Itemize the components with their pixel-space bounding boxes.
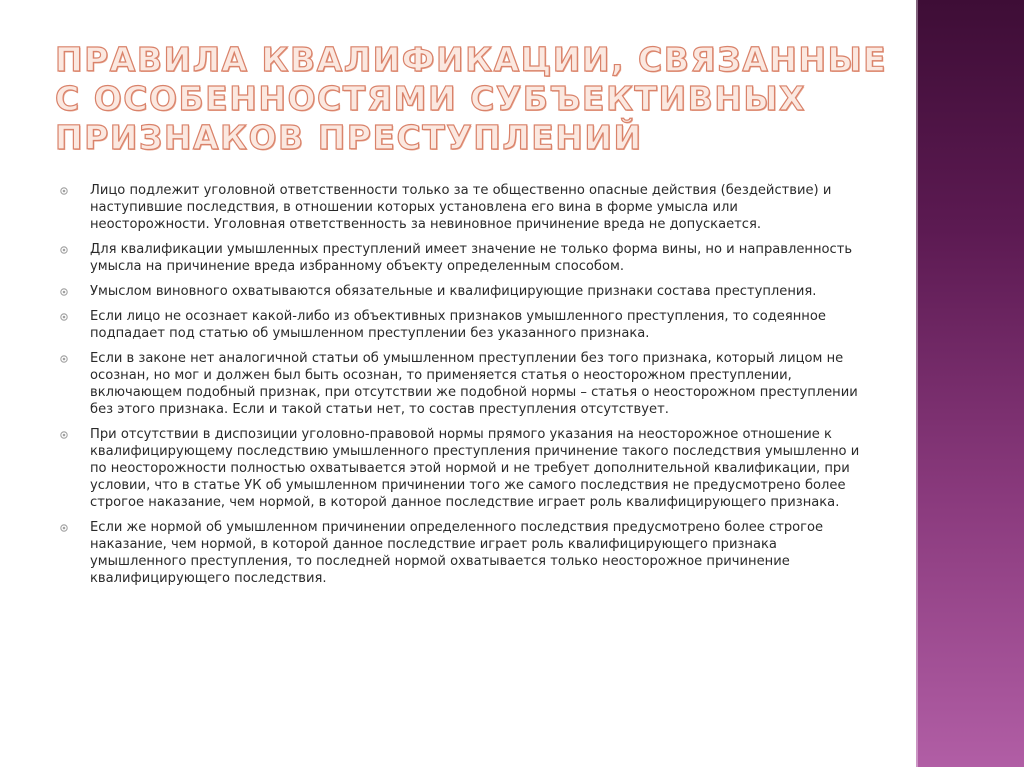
bullet-text: Если же нормой об умышленном причинении определенного последствия предусмотрено более строгое наказание, чем нормой, в которой данное последствие играет роль квалифицирующего признака умышленного преступления, то последней нормой охватывается только неосторожное причинение квалифицирующего последствия.	[90, 520, 824, 586]
circle-dot-bullet-icon	[60, 246, 68, 254]
circle-dot-bullet-icon	[60, 524, 68, 532]
bullet-item	[60, 182, 860, 233]
slide-title: ПРАВИЛА КВАЛИФИКАЦИИ, СВЯЗАННЫЕ С ОСОБЕННОСТЯМИ СУБЪЕКТИВНЫХ ПРИЗНАКОВ ПРЕСТУПЛЕНИЙ	[55, 40, 888, 157]
bullet-item	[60, 283, 860, 300]
circle-dot-bullet-icon	[60, 355, 68, 363]
bullet-text: Для квалификации умышленных преступлений имеет значение не только форма вины, но и направленность умысла на причинение вреда избранному объекту определенным способом.	[90, 242, 853, 274]
bullet-text: Если лицо не осознает какой-либо из объективных признаков умышленного преступления, то содеянное подпадает под статью об умышленном преступлении без указанного признака.	[90, 309, 826, 341]
bullet-item	[60, 308, 860, 342]
circle-dot-bullet-icon	[60, 313, 68, 321]
bullet-text: Если в законе нет аналогичной статьи об умышленном преступлении без того признака, который лицом не осознан, но мог и должен был быть осознан, то применяется статья о неосторожном преступлении, включающем подобный признак, при отсутствии же подобной нормы – статья о неосторожном преступлении без этого признака. Если и такой статьи нет, то состав преступления отсутствует.	[90, 351, 858, 417]
bullet-list	[60, 182, 860, 595]
bullet-text: Умыслом виновного охватываются обязательные и квалифицирующие признаки состава преступления.	[90, 284, 817, 299]
circle-dot-bullet-icon	[60, 288, 68, 296]
circle-dot-bullet-icon	[60, 431, 68, 439]
bullet-item	[60, 426, 860, 511]
bullet-text: При отсутствии в диспозиции уголовно-правовой нормы прямого указания на неосторожное отношение к квалифицирующему последствию умышленного преступления причинение такого последствия умышленно и по неосторожности полностью охватывается этой нормой и не требует дополнительной квалификации, при условии, что в статье УК об умышленном причинении того же самого последствия не предусмотрено более строгое наказание, чем нормой, в которой данное последствие играет роль квалифицирующего признака.	[90, 427, 860, 510]
bullet-item	[60, 350, 860, 418]
circle-dot-bullet-icon	[60, 187, 68, 195]
bullet-item	[60, 519, 860, 587]
bullet-text: Лицо подлежит уголовной ответственности только за те общественно опасные действия (бездействие) и наступившие последствия, в отношении которых установлена его вина в форме умысла или неосторожности. Уголовная ответственность за невиновное причинение вреда не допускается.	[90, 183, 832, 232]
bullet-item	[60, 241, 860, 275]
decorative-side-strip	[916, 0, 1024, 767]
